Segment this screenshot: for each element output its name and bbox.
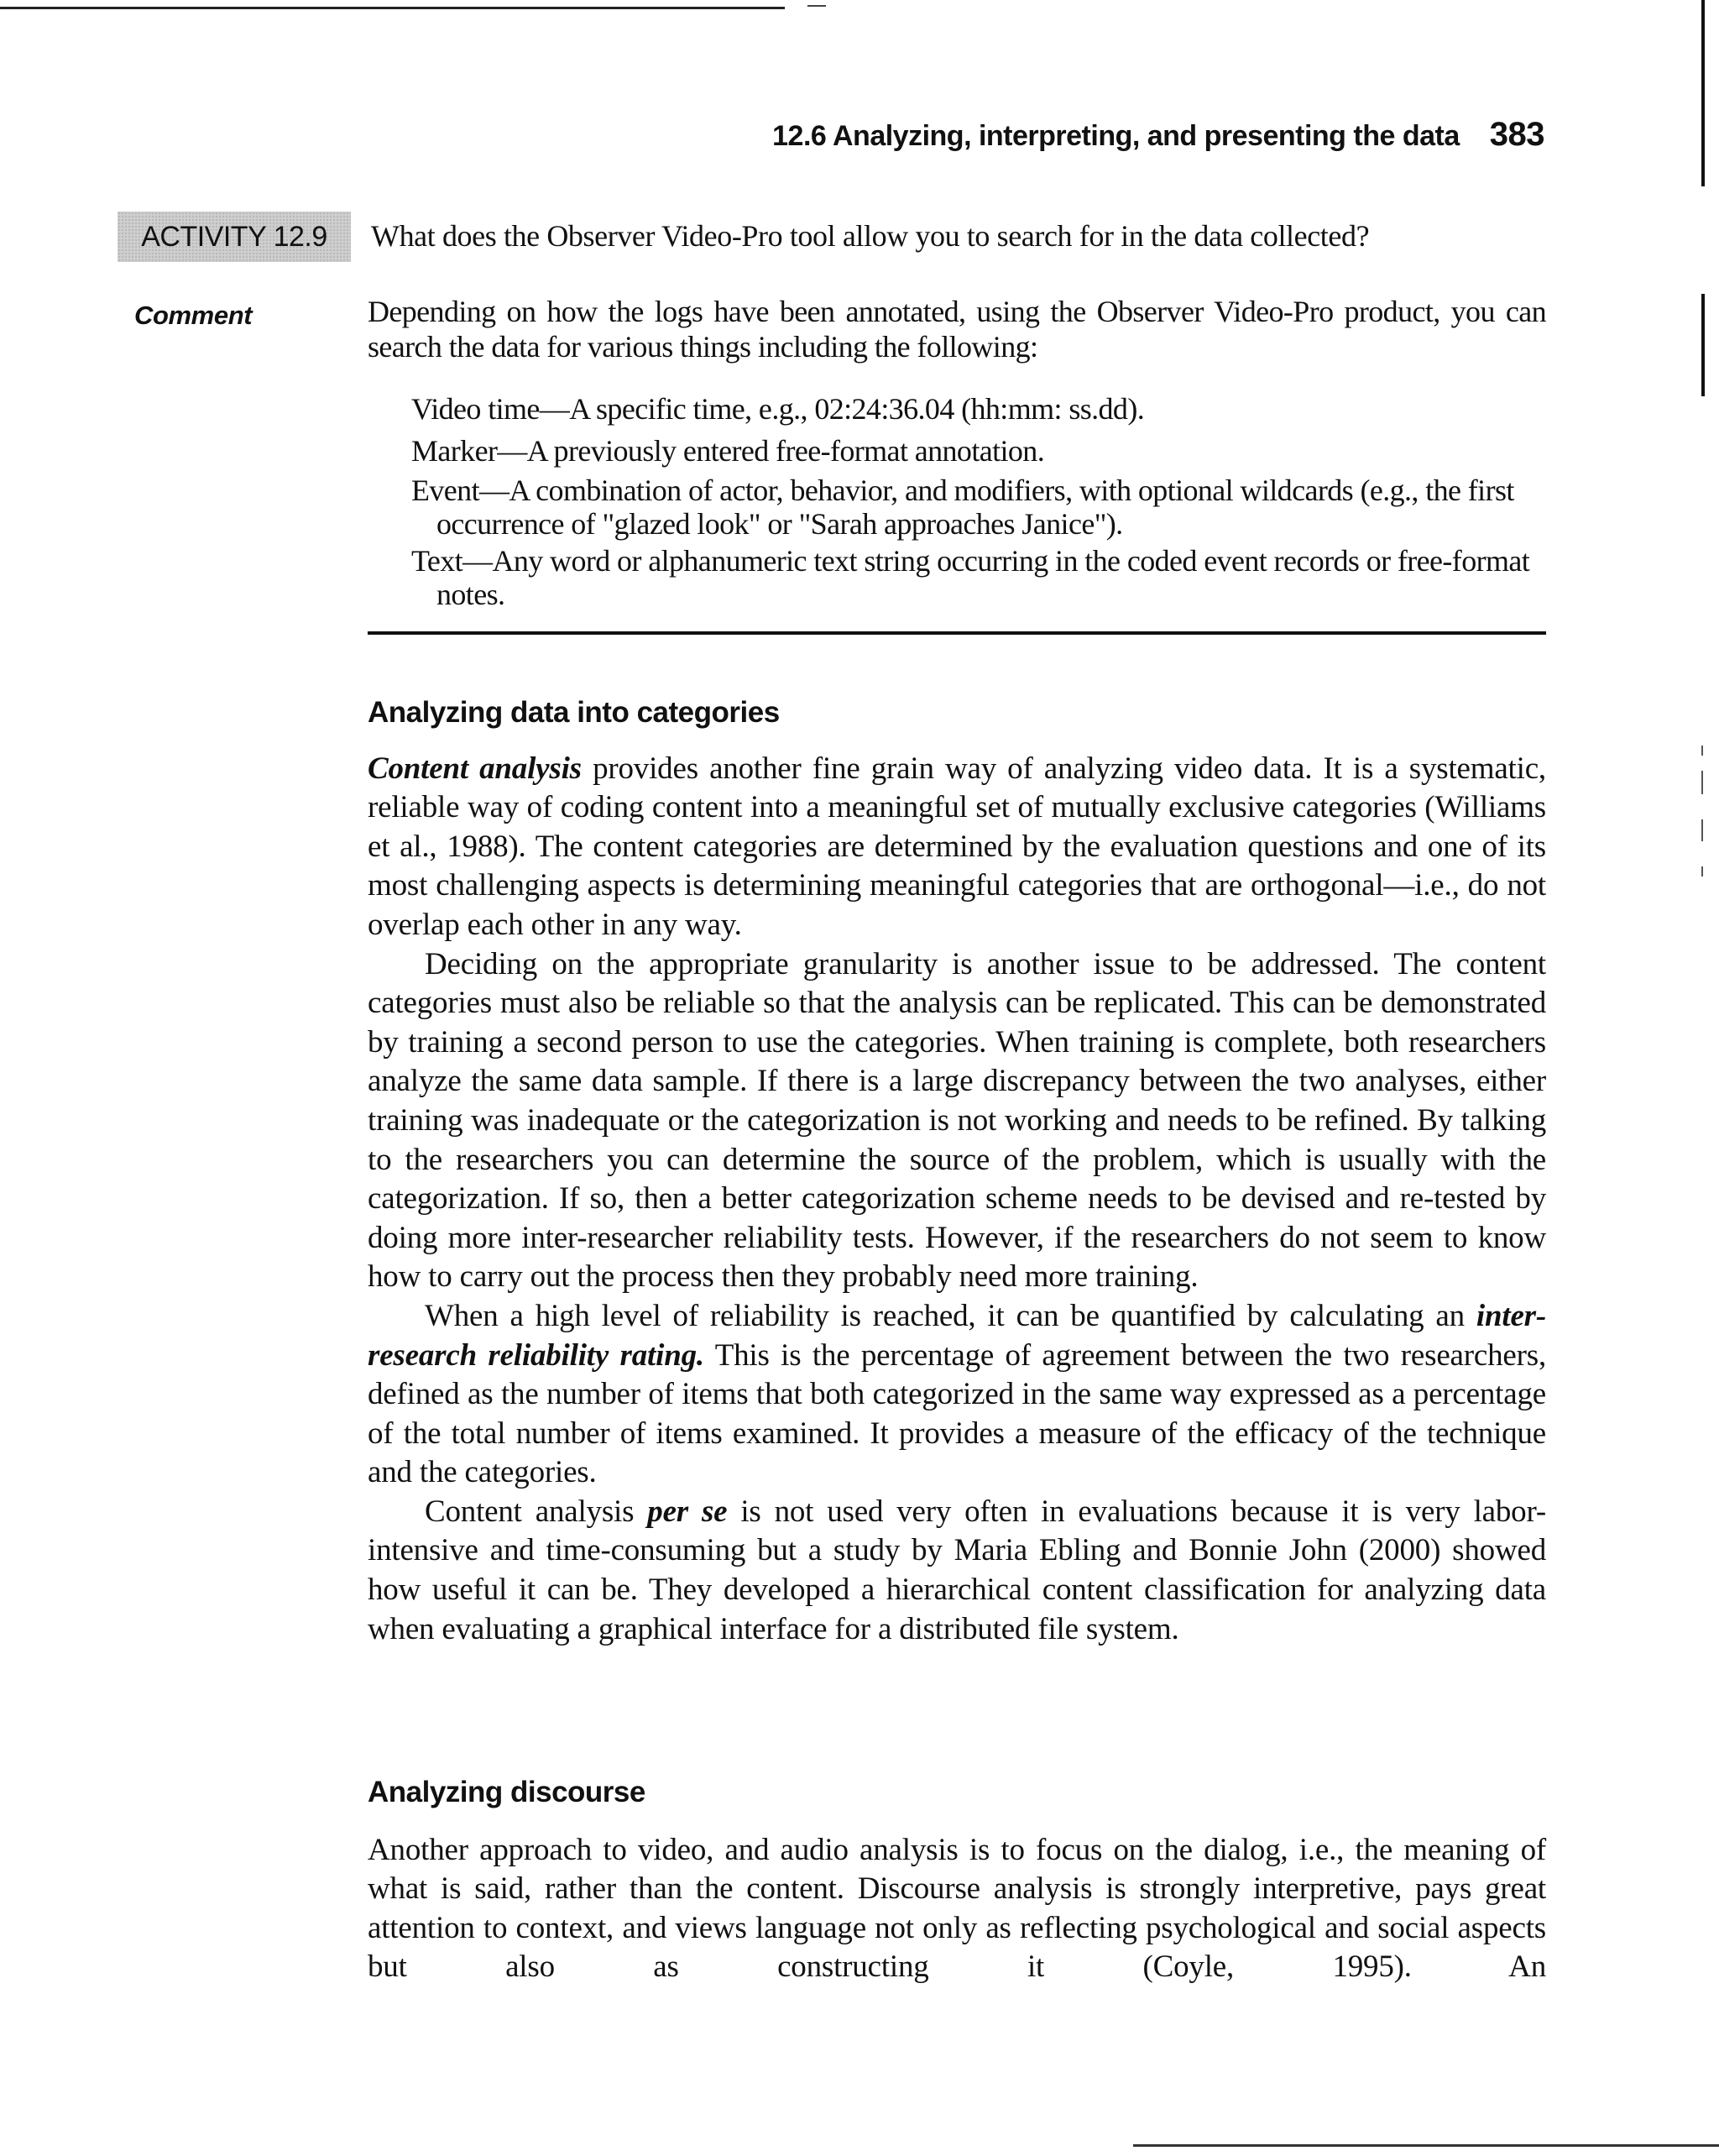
- paragraph: Another approach to video, and audio analysis is to focus on the dialog, i.e., the meaning of what is said, rather than the content. Discourse analysis is strongly interpretive, pays great attention to context, and views language not only as reflecting psychological and social aspects but also as constructing it (Coyle, 1995). An: [368, 1832, 1546, 1985]
- list-item: Event—A combination of actor, behavior, and modifiers, with optional wildcards (e.g., the first occurrence of "glazed look" or "Sarah approaches Janice").: [411, 474, 1514, 541]
- list-item: Text—Any word or alphanumeric text string occurring in the coded event records or free-format notes.: [411, 544, 1530, 611]
- search-options-list: [411, 390, 1546, 615]
- scan-bottom-rule: [1133, 2144, 1719, 2147]
- scan-right-edge-tick: [1701, 866, 1703, 877]
- paragraph-text: This is the percentage of agreement between the two researchers, defined as the number of items that both categorized in the same way expressed as a percentage of the total number of items examined. It provides a measure of the efficacy of the technique and the categories.: [368, 1337, 1546, 1490]
- scan-right-edge-tick: [1701, 746, 1703, 756]
- term-reliability-rating: inter-research reliability rating.: [368, 1298, 1546, 1373]
- comment-intro-block: [368, 294, 1546, 364]
- paragraph-text: Content analysis: [425, 1494, 648, 1529]
- section-heading: Analyzing discourse: [368, 1776, 645, 1808]
- scan-right-edge-tick: [1701, 771, 1703, 794]
- activity-label: ACTIVITY 12.9: [118, 212, 351, 262]
- term-content-analysis: Content analysis: [368, 751, 582, 786]
- paragraph-text: When a high level of reliability is reached, it can be quantified by calculating an: [425, 1298, 1476, 1333]
- activity-box-rule: [368, 631, 1546, 635]
- paragraph-text: is not used very often in evaluations because it is very labor-intensive and time-consuming but a study by Maria Ebling and Bonnie John (2000) showed how useful it can be. They developed a hierarchical content classification for analyzing data when evaluating a graphical interface for a distributed file system.: [368, 1494, 1546, 1646]
- scan-right-edge-bar: [1701, 294, 1705, 396]
- scan-top-rule: [0, 7, 785, 9]
- paragraph: [368, 1493, 1546, 1649]
- paragraph: Deciding on the appropriate granularity is another issue to be addressed. The content categories must also be reliable so that the analysis can be replicated. This can be demonstrated by training a second person to use the categories. When training is complete, both researchers analyze the same data sample. If there is a large discrepancy between the two analyses, either training was inadequate or the categorization is not working and needs to be refined. By talking to the researchers you can determine the source of the problem, which is usually with the categorization. If so, then a better categorization scheme needs to be devised and re-tested by doing more inter-researcher reliability tests. However, if the researchers do not seem to know how to carry out the process then they probably need more training.: [368, 946, 1546, 1295]
- paragraph-text: provides another fine grain way of analyzing video data. It is a systematic, reliable way of coding content into a meaningful set of mutually exclusive categories (Williams et al., 1988). The content categories are determined by the evaluation questions and one of its most challenging aspects is determining meaningful categories that are orthogonal—i.e., do not overlap each other in any way.: [368, 751, 1546, 942]
- scan-right-edge-bar: [1701, 0, 1705, 186]
- comment-label: Comment: [134, 301, 253, 330]
- comment-intro: Depending on how the logs have been annotated, using the Observer Video-Pro product, you can search the data for various things including the following:: [368, 295, 1546, 364]
- running-header-section: 12.6 Analyzing, interpreting, and presenting the data: [772, 120, 1460, 152]
- paragraph: [368, 1297, 1546, 1493]
- paragraph: [368, 750, 1546, 945]
- scan-right-edge-tick: [1701, 819, 1703, 841]
- list-item: Marker—A previously entered free-format annotation.: [411, 434, 1045, 468]
- section-heading: Analyzing data into categories: [368, 696, 780, 729]
- term-per-se: per se: [647, 1494, 728, 1529]
- scan-top-dash: [807, 5, 826, 7]
- activity-question: What does the Observer Video-Pro tool allow you to search for in the data collected?: [371, 219, 1370, 253]
- section-categories: [368, 693, 1546, 1649]
- list-item: Video time—A specific time, e.g., 02:24:36.04 (hh:mm: ss.dd).: [411, 392, 1145, 426]
- section-discourse: [368, 1773, 1546, 1987]
- running-header: [0, 116, 1544, 154]
- page-number: 383: [1489, 116, 1544, 153]
